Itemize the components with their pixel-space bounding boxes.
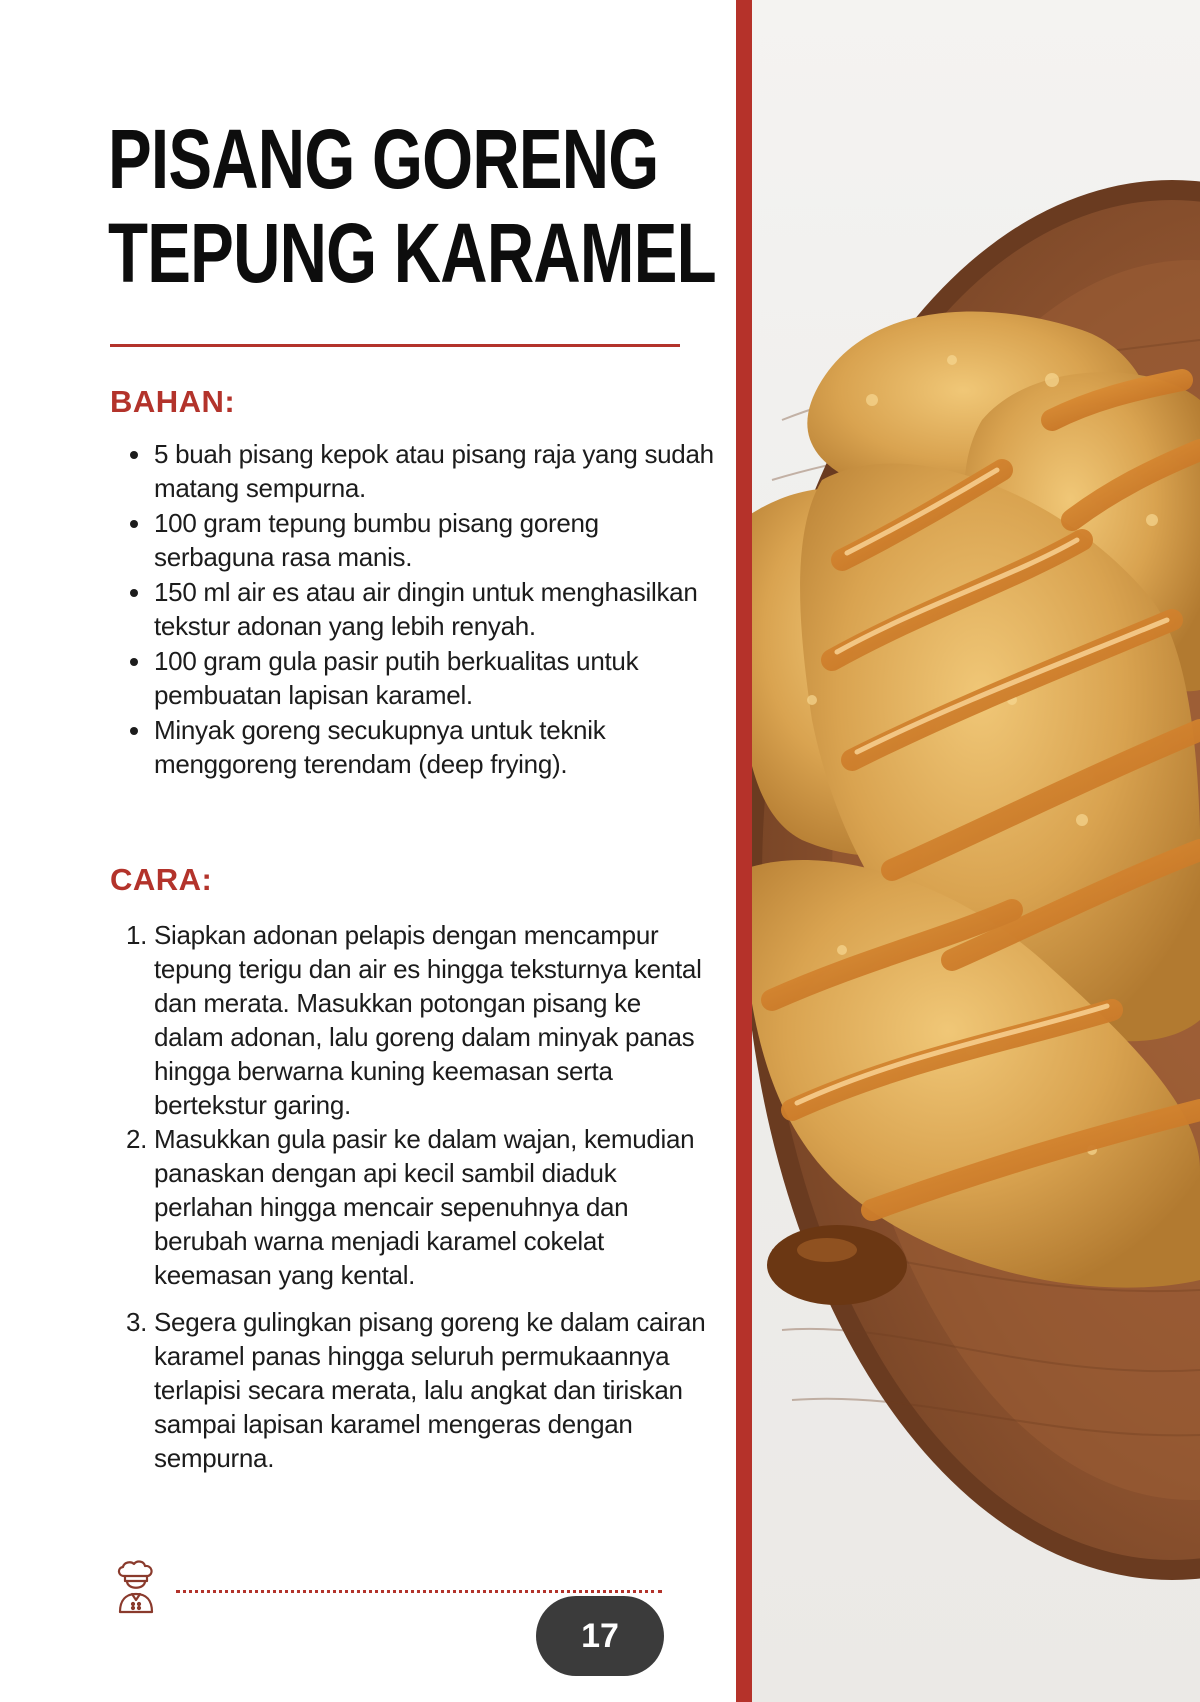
chef-icon	[112, 1560, 160, 1614]
accent-divider-stripe	[736, 0, 752, 1702]
step-text: Siapkan adonan pelapis dengan mencampur tepung terigu dan air es hingga teksturnya kental dan merata. Masukkan potongan pisang ke dalam adonan, lalu goreng dalam minyak panas hingga berwarna kuning keemasan serta bertekstur garing.	[154, 920, 702, 1120]
steps-list	[128, 918, 714, 1475]
step-number: 2.	[126, 1124, 148, 1154]
ingredient-item: 100 gram gula pasir putih berkualitas untuk pembuatan lapisan karamel.	[154, 644, 714, 712]
food-photo	[752, 0, 1200, 1702]
step-item	[126, 1122, 714, 1292]
ingredients-heading: BAHAN:	[110, 384, 236, 419]
ingredients-list	[128, 437, 714, 782]
step-item	[126, 1305, 714, 1475]
ingredient-item: 5 buah pisang kepok atau pisang raja yang sudah matang sempurna.	[154, 439, 714, 503]
ingredient-item: 100 gram tepung bumbu pisang goreng serbaguna rasa manis.	[154, 506, 714, 574]
step-item	[126, 918, 714, 1122]
step-number: 3.	[126, 1307, 148, 1337]
recipe-title-line-2: TEPUNG KARAMEL	[108, 206, 716, 300]
step-number: 1.	[126, 920, 148, 950]
ingredient-item: Minyak goreng secukupnya untuk teknik menggoreng terendam (deep frying).	[154, 713, 714, 781]
recipe-title-line-1: PISANG GORENG	[108, 112, 659, 206]
step-text: Masukkan gula pasir ke dalam wajan, kemudian panaskan dengan api kecil sambil diaduk perlahan hingga mencair sepenuhnya dan berubah warna menjadi karamel cokelat keemasan yang kental.	[154, 1124, 695, 1290]
steps-heading: CARA:	[110, 862, 213, 897]
footer-dotted-line	[176, 1590, 662, 1593]
ingredient-item: 150 ml air es atau air dingin untuk menghasilkan tekstur adonan yang lebih renyah.	[154, 575, 714, 643]
step-text: Segera gulingkan pisang goreng ke dalam cairan karamel panas hingga seluruh permukaannya terlapisi secara merata, lalu angkat dan tiriskan sampai lapisan karamel mengeras dengan sempurna.	[154, 1307, 706, 1473]
page-number-badge: 17	[536, 1596, 664, 1676]
title-divider	[110, 344, 680, 347]
recipe-title	[108, 112, 716, 300]
